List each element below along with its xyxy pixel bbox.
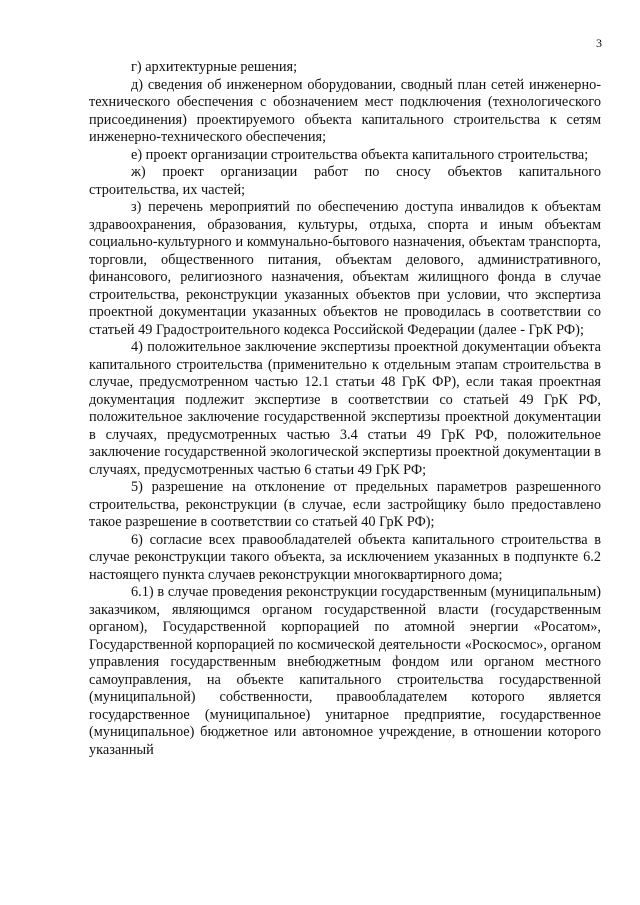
paragraph-item-5: 5) разрешение на отклонение от предельных параметров разрешенного строительства, реконструкции (в случае, если застройщику было предоставлено такое разрешение в соответствии со статьей 40 ГрК РФ); bbox=[89, 479, 601, 530]
paragraph-item-g: г) архитектурные решения; bbox=[131, 59, 298, 75]
document-body bbox=[89, 59, 601, 759]
paragraph-item-6-1: 6.1) в случае проведения реконструкции государственным (муниципальным) заказчиком, являющимся органом государственной власти (государственным органом), Государственной корпорацией по атомной энергии «Росатом», Государственной корпорацией по космической деятельности «Роскосмос», органом управления государственным внебюджетным фондом или органом местного самоуправления, на объекте капитального строительства государственной (муниципальной) собственности, правообладателем которого является государственное (муниципальное) унитарное предприятие, государственное (муниципальное) бюджетное или автономное учреждение, в отношении которого указанный bbox=[89, 584, 601, 758]
paragraph-item-6: 6) согласие всех правообладателей объекта капитального строительства в случае реконструкции такого объекта, за исключением указанных в подпункте 6.2 настоящего пункта случаев реконструкции многоквартирного дома; bbox=[89, 531, 601, 583]
paragraph-item-zh: ж) проект организации работ по сносу объектов капитального строительства, их частей; bbox=[89, 164, 601, 198]
paragraph-item-z: з) перечень мероприятий по обеспечению доступа инвалидов к объектам здравоохранения, образования, культуры, отдыха, спорта и иным объектам социально-культурного и коммунально-бытового назначения, объектам транспорта, торговли, общественного питания, объектам делового, административного, финансового, религиозного назначения, объектам жилищного фонда в случае строительства, реконструкции указанных объектов при условии, что экспертиза проектной документации указанных объектов не проводилась в соответствии со статьей 49 Градостроительного кодекса Российской Федерации (далее - ГрК РФ); bbox=[89, 199, 601, 338]
paragraph-item-d: д) сведения об инженерном оборудовании, сводный план сетей инженерно-технического обеспечения с обозначением мест подключения (технологического присоединения) проектируемого объекта капитального строительства к сетям инженерно-технического обеспечения; bbox=[89, 76, 601, 145]
paragraph-item-4: 4) положительное заключение экспертизы проектной документации объекта капитального строительства (применительно к отдельным этапам строительства в случае, предусмотренном частью 12.1 статьи 48 ГрК ФР), если такая проектная документация подлежит экспертизе в соответствии со статьей 49 ГрК РФ, положительное заключение государственной экспертизы проектной документации в случаях, предусмотренных частью 3.4 статьи 49 ГрК РФ, положительное заключение государственной экологической экспертизы проектной документации в случаях, предусмотренных частью 6 статьи 49 ГрК РФ; bbox=[89, 339, 601, 478]
paragraph-item-e: е) проект организации строительства объекта капитального строительства; bbox=[131, 146, 589, 163]
page-number: 3 bbox=[596, 36, 602, 50]
